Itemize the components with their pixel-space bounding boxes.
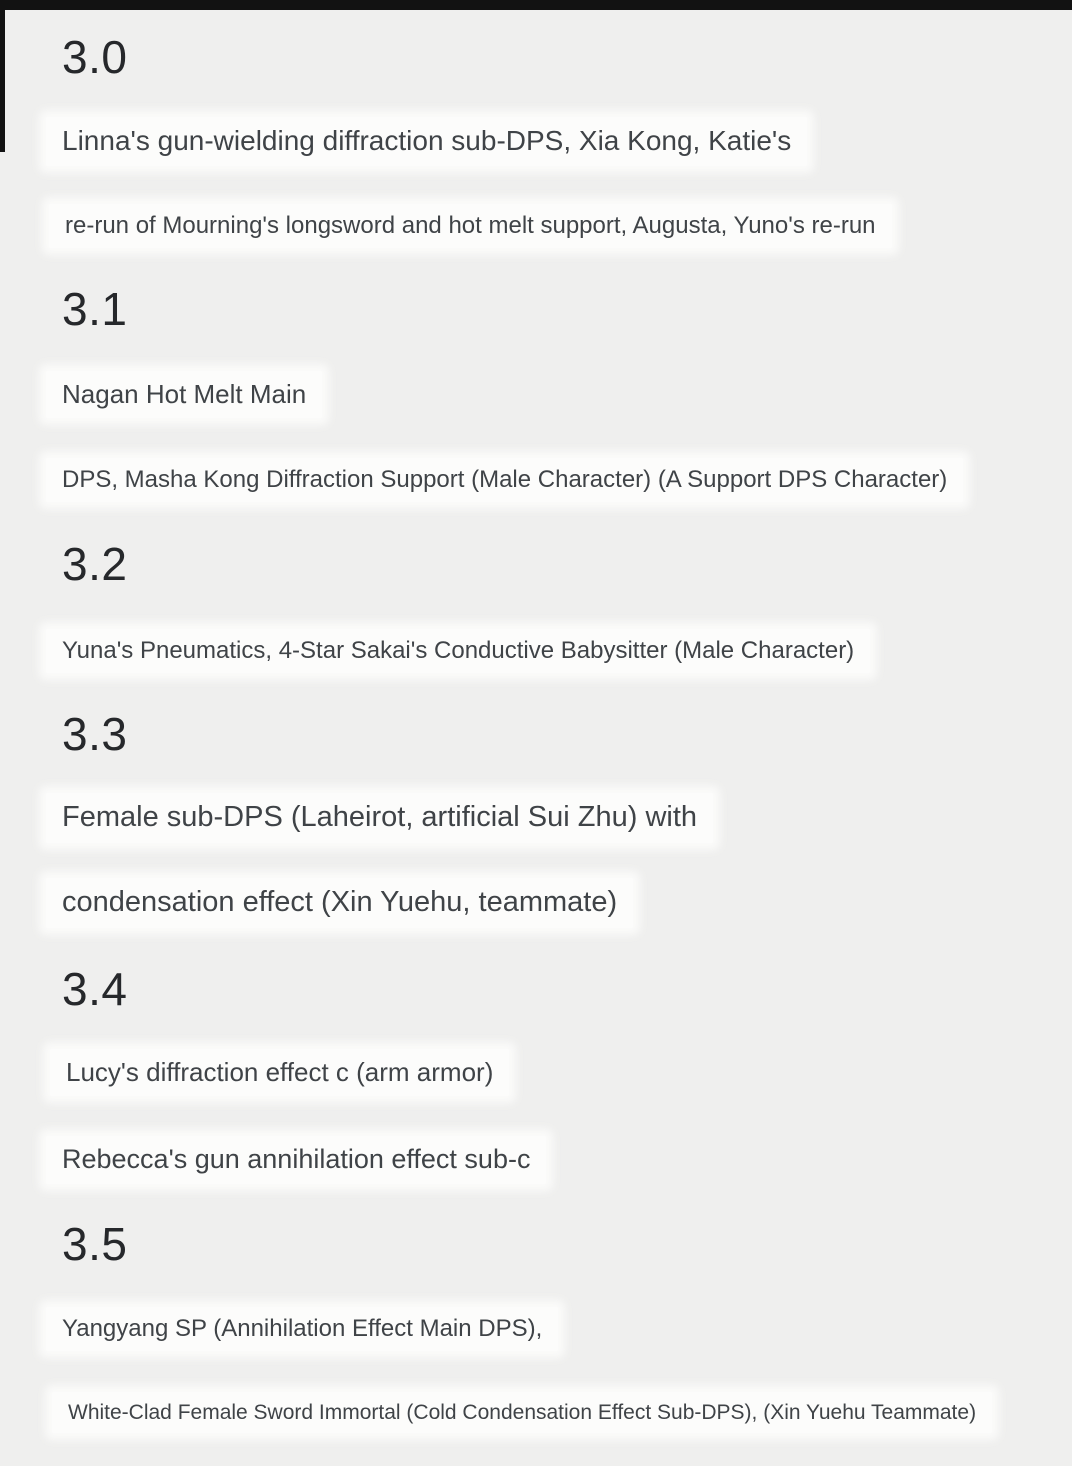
left-edge-strip	[0, 0, 5, 152]
translated-line: Linna's gun-wielding diffraction sub-DPS, Xia Kong, Katie's	[46, 117, 807, 166]
translated-line: DPS, Masha Kong Diffraction Support (Male Character) (A Support DPS Character)	[46, 458, 963, 502]
translated-line: condensation effect (Xin Yuehu, teammate)	[46, 878, 633, 928]
version-heading: 3.3	[62, 708, 128, 760]
translated-line: re-run of Mourning's longsword and hot melt support, Augusta, Yuno's re-run	[49, 204, 892, 248]
version-heading: 3.4	[62, 963, 128, 1015]
version-heading: 3.0	[62, 31, 128, 83]
translated-line: Female sub-DPS (Laheirot, artificial Sui Zhu) with	[46, 793, 713, 843]
translated-line: White-Clad Female Sword Immortal (Cold Condensation Effect Sub-DPS), (Xin Yuehu Teammate)	[52, 1392, 992, 1433]
top-edge-bar	[0, 0, 1072, 10]
translated-line: Yuna's Pneumatics, 4-Star Sakai's Conductive Babysitter (Male Character)	[46, 629, 870, 673]
translated-line: Rebecca's gun annihilation effect sub-c	[46, 1136, 546, 1184]
translated-line: Nagan Hot Melt Main	[46, 371, 322, 418]
version-heading: 3.1	[62, 283, 128, 335]
translated-line: Yangyang SP (Annihilation Effect Main DPS),	[46, 1307, 558, 1351]
version-heading: 3.2	[62, 538, 128, 590]
version-heading: 3.5	[62, 1218, 128, 1270]
translated-line: Lucy's diffraction effect c (arm armor)	[50, 1049, 509, 1096]
